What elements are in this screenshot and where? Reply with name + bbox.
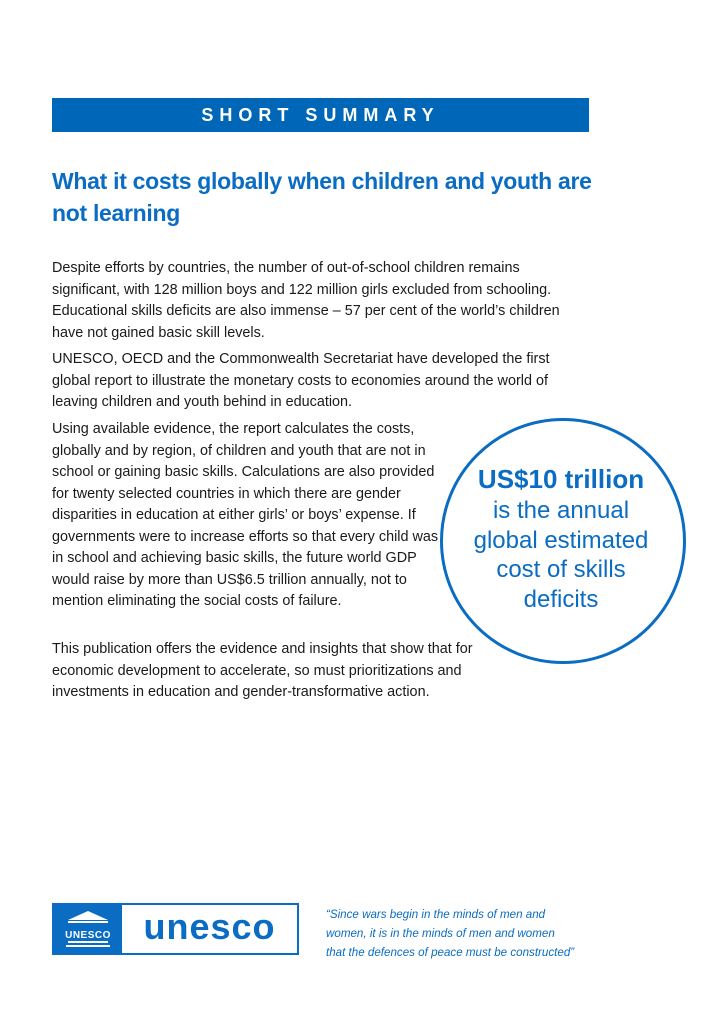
banner-label: SHORT SUMMARY [201,104,440,125]
paragraph-methodology: Using available evidence, the report calculates the costs, globally and by region, of children and youth that are not in school or gaining basic skills. Calculations are also provided for twenty selected countries in which there are gender disparities in education at either girls’ or boys’ expense. If governments were to increase efforts so that every child was in school and achieving basic skills, the future world GDP would raise by more than US$6.5 trillion annually, not to mention eliminating the social costs of failure. [52,421,439,609]
temple-emblem-icon [54,905,122,953]
temple-icon [64,909,112,949]
paragraph-report-intro: UNESCO, OECD and the Commonwealth Secretariat have developed the first global report to illustrate the monetary costs to economies around the world of leaving children and youth behind in education. [52,351,550,410]
quote-line: women, it is in the minds of men and women [326,927,555,940]
section-banner [52,98,589,132]
callout-stat [448,462,674,614]
callout-line: cost of skills [496,556,626,583]
paragraph-conclusion: This publication offers the evidence and insights that show that for economic development to accelerate, so must prioritizations and investments in education and gender-transformative action. [52,641,473,700]
callout-amount: US$10 trillion [477,464,645,494]
paragraph-out-of-school: Despite efforts by countries, the number of out-of-school children remains significant, with 128 million boys and 122 million girls excluded from schooling. Educational skills deficits are also immense – 57 per cent of the world’s children have not gained basic skill levels. [52,260,560,341]
callout-line: global estimated [473,526,649,554]
unesco-wordmark: unesco [143,906,276,947]
unesco-quote [326,905,586,962]
quote-line: “Since wars begin in the minds of men and [326,908,546,921]
unesco-logo [52,903,299,955]
page-title: What it costs globally when children and youth are not learning [52,168,592,226]
callout-line: deficits [523,585,599,613]
quote-line: that the defences of peace must be constructed” [326,946,575,959]
svg-text:UNESCO: UNESCO [65,930,111,941]
callout-line: is the annual [492,497,630,524]
